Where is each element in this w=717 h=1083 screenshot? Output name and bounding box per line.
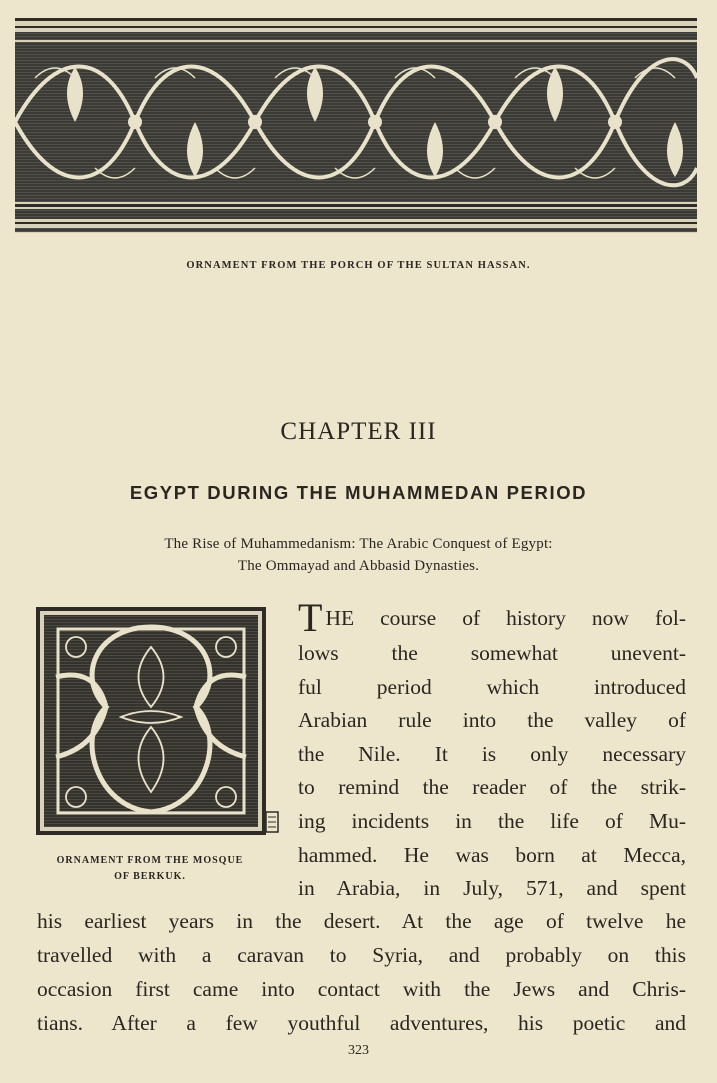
body-line: hammed. He was born at Mecca, bbox=[298, 843, 686, 867]
ornament-edge-mark bbox=[264, 810, 280, 834]
body-line-text: HE course of history now fol- bbox=[325, 606, 686, 630]
figure-caption bbox=[30, 853, 270, 885]
page-number: 323 bbox=[348, 1043, 369, 1058]
body-line: his earliest years in the desert. At the age of twelve he bbox=[37, 909, 686, 933]
body-line: occasion first came into contact with the Jews and Chris- bbox=[37, 977, 686, 1001]
body-line: travelled with a caravan to Syria, and probably on this bbox=[37, 943, 686, 967]
figure-caption-line: ORNAMENT FROM THE MOSQUE bbox=[56, 855, 244, 866]
body-line: to remind the reader of the strik- bbox=[298, 775, 686, 799]
body-line: tians. After a few youthful adventures, his poetic and bbox=[37, 1011, 686, 1035]
body-line: ing incidents in the life of Mu- bbox=[298, 809, 686, 833]
chapter-subtitle-line: The Ommayad and Abbasid Dynasties. bbox=[237, 558, 480, 574]
chapter-subtitle-line: The Rise of Muhammedanism: The Arabic Conquest of Egypt: bbox=[164, 536, 553, 552]
body-line: lows the somewhat unevent- bbox=[298, 641, 686, 665]
body-line bbox=[298, 595, 686, 640]
chapter-subtitle bbox=[60, 533, 657, 577]
body-line: the Nile. It is only necessary bbox=[298, 742, 686, 766]
body-line: in Arabia, in July, 571, and spent bbox=[298, 876, 686, 900]
body-line: ful period which introduced bbox=[298, 675, 686, 699]
body-line: Arabian rule into the valley of bbox=[298, 708, 686, 732]
banner-caption: ORNAMENT FROM THE PORCH OF THE SULTAN HASSAN. bbox=[186, 260, 531, 271]
figure-caption-line: OF BERKUK. bbox=[114, 871, 186, 882]
ornament-figure bbox=[36, 607, 266, 835]
chapter-number: CHAPTER III bbox=[280, 418, 437, 445]
drop-cap: T bbox=[298, 595, 323, 640]
chapter-title: EGYPT DURING THE MUHAMMEDAN PERIOD bbox=[129, 482, 588, 503]
ornament-banner bbox=[15, 18, 697, 233]
